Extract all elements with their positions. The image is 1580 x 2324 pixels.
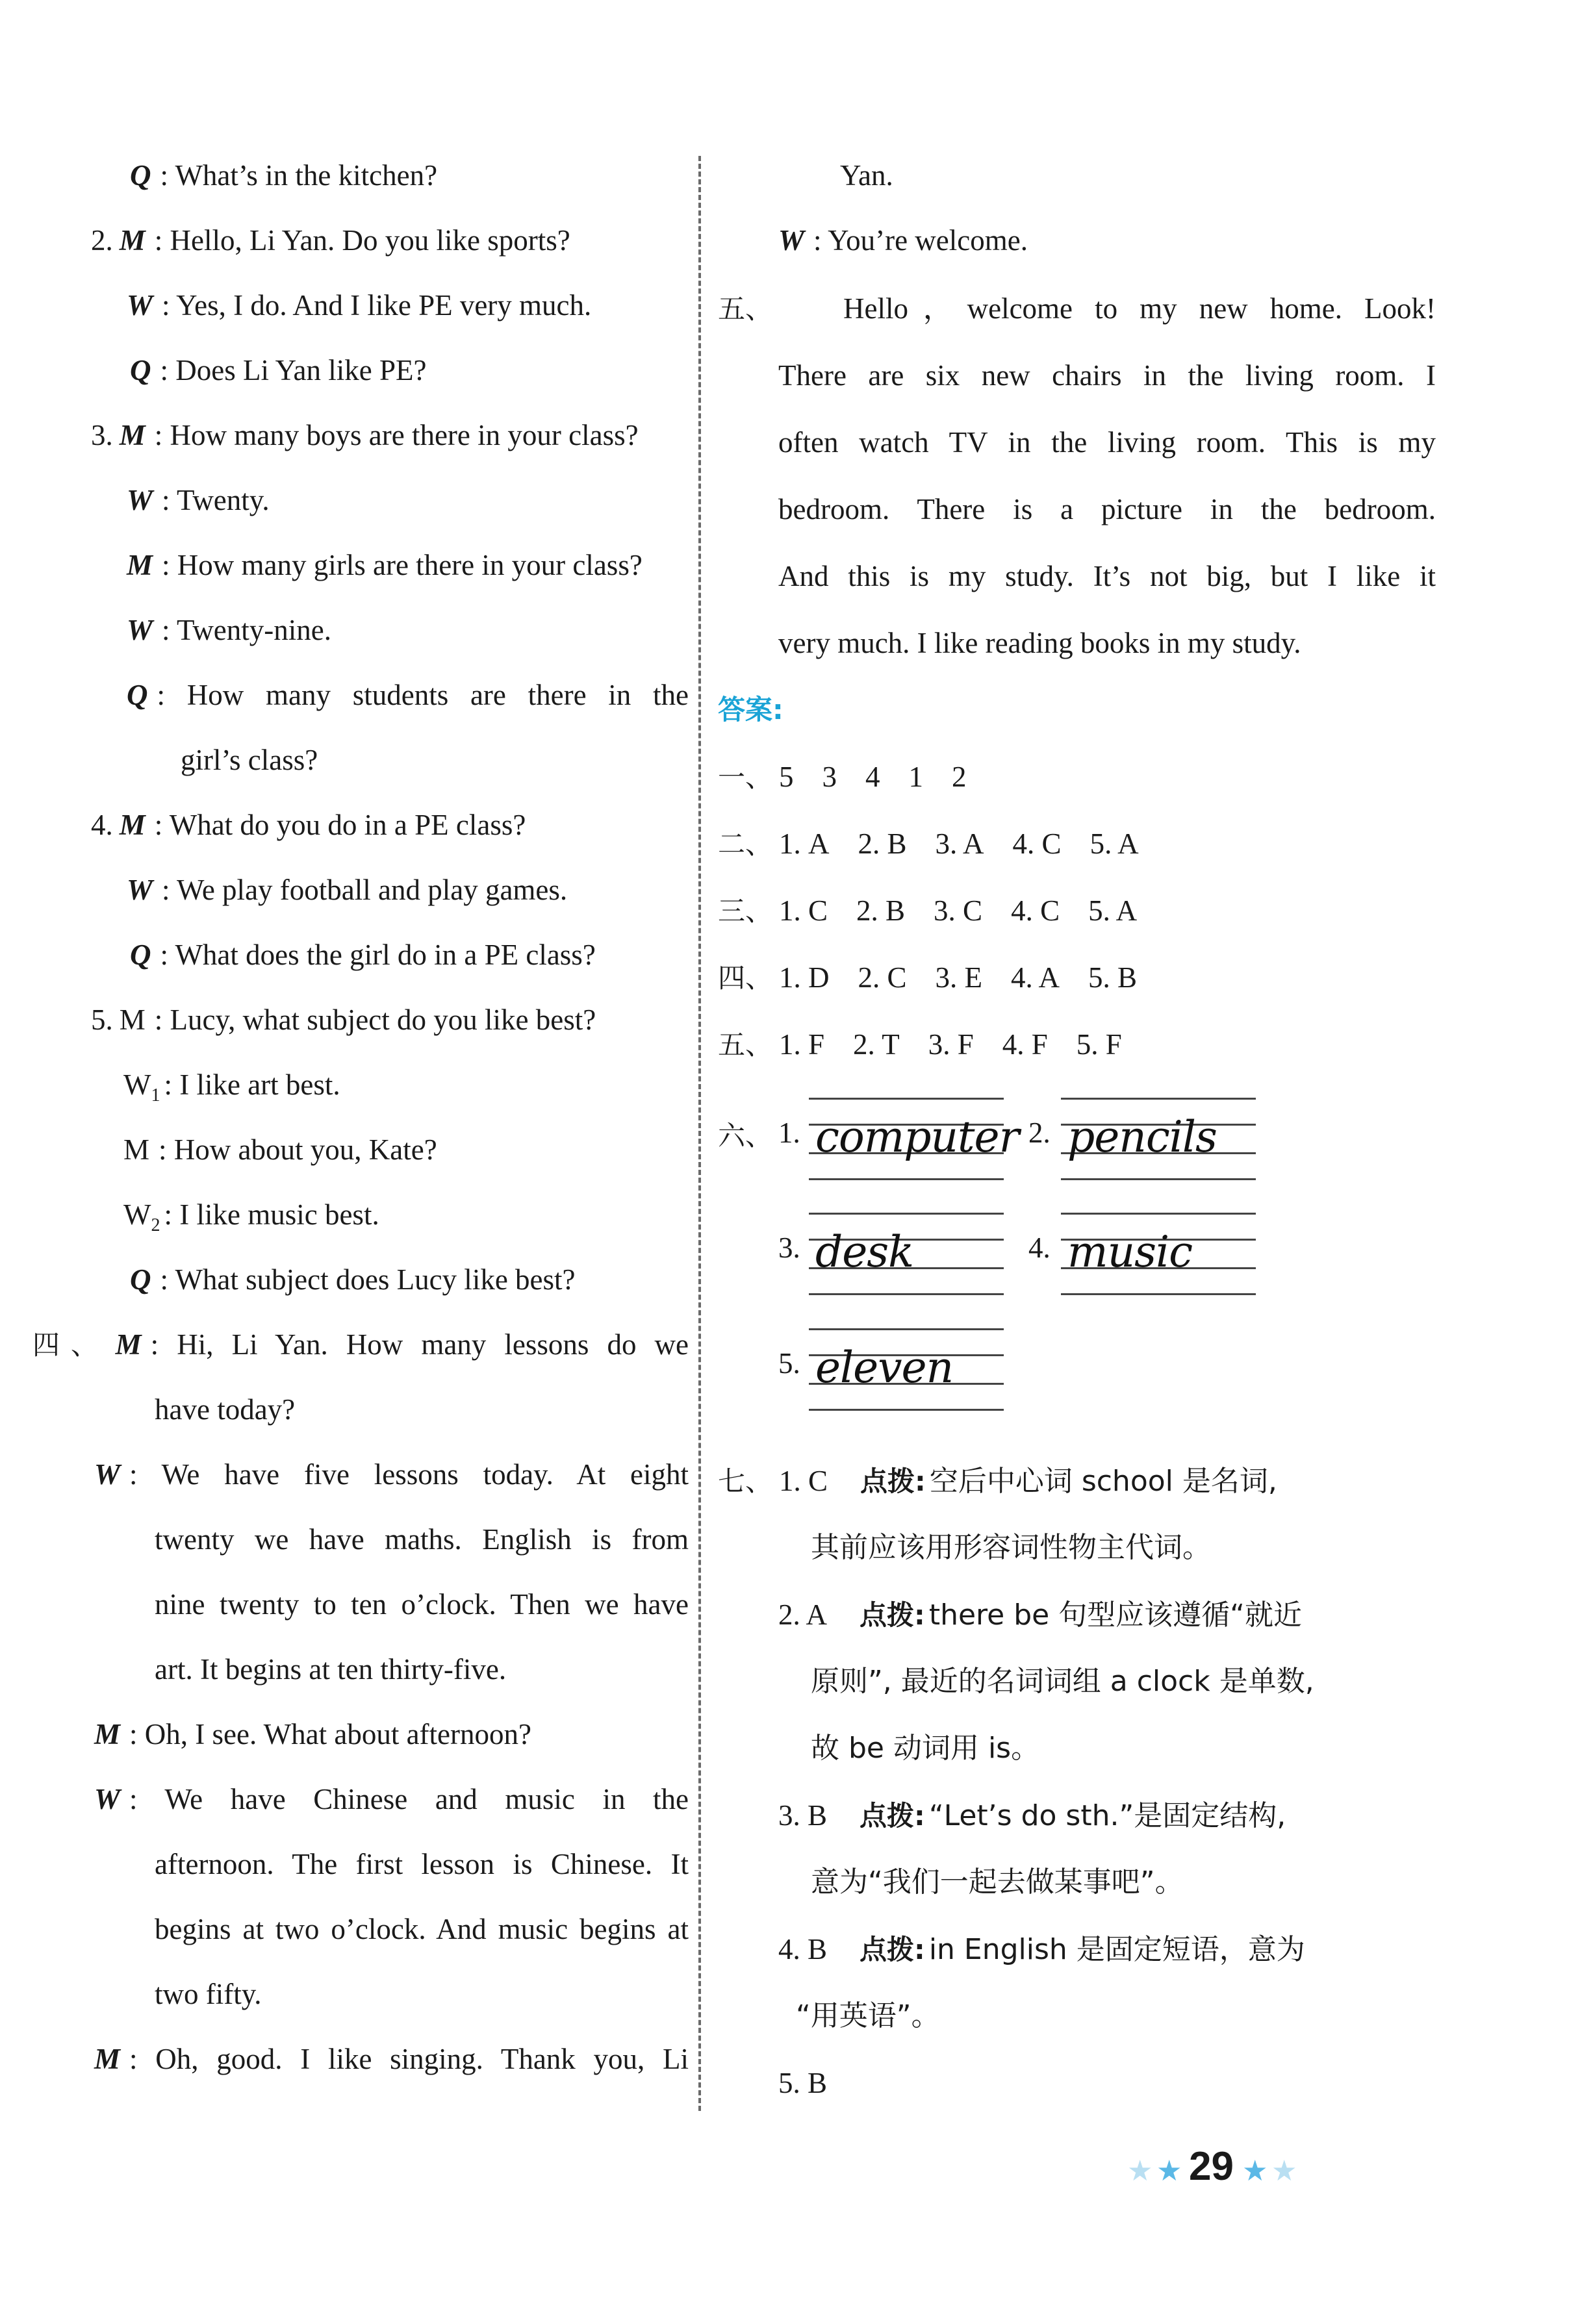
dialogue-5-line-3: M : How about you, Kate? [123, 1133, 437, 1166]
section-5-line-2: There are six new chairs in the living room. I [778, 359, 1436, 392]
answer-7-q1-l2: 其前应该用形容词性物主代词。 [811, 1531, 1211, 1564]
section-4-line-4-c2: begins at two o’clock. And music begins at [155, 1913, 689, 1945]
section-4-line-1: 四、 M : Hi, Li Yan. How many lessons do we [32, 1328, 689, 1361]
dialogue-2-line-3: Q : Does Li Yan like PE? [130, 354, 427, 386]
hw-3-number: 3. [778, 1231, 800, 1264]
star-icon: ★ [1271, 2154, 1297, 2188]
answer-7-q5: 5. B [778, 2067, 828, 2099]
hw-word-1: computer [815, 1112, 1019, 1162]
hw-grid-5 [809, 1328, 1004, 1417]
section-4-line-5: M : Oh, good. I like singing. Thank you, Li [94, 2043, 689, 2075]
answer-7-q1: 七、 1. C 点拨: 空后中心词 school 是名词, [718, 1465, 1277, 1498]
dialogue-last-line: W : You’re welcome. [778, 224, 1028, 257]
dialogue-5-line-2: $W_1$ : I like art best. [123, 1068, 340, 1105]
answer-row-4: 四、 1. D 2. C 3. E 4. A 5. B [718, 961, 1138, 994]
dialogue-2-line-1: 2. M : Hello, Li Yan. Do you like sports? [91, 224, 570, 257]
hw-4-number: 4. [1028, 1231, 1051, 1264]
section-4-line-2-c2: nine twenty to ten o’clock. Then we have [155, 1588, 689, 1621]
answer-row-1: 一、 5 3 4 1 2 [718, 761, 967, 793]
dialogue-3-line-2: W : Twenty. [127, 484, 270, 516]
answers-title: 答案: [718, 694, 784, 726]
hw-grid-2 [1061, 1098, 1256, 1186]
answer-7-q2: 2. A 点拨: there be 句型应该遵循“就近 [778, 1598, 1302, 1632]
hw-word-3: desk [815, 1227, 914, 1277]
dialogue-3-line-1: 3. M : How many boys are there in your class? [91, 419, 639, 451]
section-5-line-5: And this is my study. It’s not big, but I like it [778, 560, 1436, 592]
dialogue-3-line-5: Q : How many students are there in the [127, 679, 689, 711]
dialogue-5-line-4: $W_2$ : I like music best. [123, 1198, 379, 1235]
answer-7-q2-l3: 故 be 动词用 is。 [811, 1732, 1040, 1765]
hw-word-5: eleven [815, 1343, 954, 1393]
section-4-line-4-c1: afternoon. The first lesson is Chinese. It [155, 1848, 689, 1880]
star-icon: ★ [1127, 2154, 1153, 2188]
line-q1: Q : What’s in the kitchen? [130, 159, 438, 192]
answer-row-6-marker: 六、 [718, 1120, 773, 1152]
section-4-line-2-c1: twenty we have maths. English is from [155, 1523, 689, 1556]
answer-7-q4: 4. B 点拨: in English 是固定短语，意为 [778, 1933, 1305, 1966]
dialogue-5-line-5: Q : What subject does Lucy like best? [130, 1263, 576, 1296]
hw-grid-1 [809, 1098, 1019, 1186]
answer-row-3: 三、 1. C 2. B 3. C 4. C 5. A [718, 894, 1138, 927]
dialogue-4-line-2: W : We play football and play games. [127, 874, 568, 906]
star-icon: ★ [1242, 2154, 1268, 2188]
hw-1-number: 1. [778, 1117, 800, 1149]
answer-row-5: 五、 1. F 2. T 3. F 4. F 5. F [718, 1028, 1122, 1061]
dialogue-3-line-4: W : Twenty-nine. [127, 614, 331, 646]
page-number: 29 [1189, 2144, 1234, 2189]
section-5-line-3: often watch TV in the living room. This is my [778, 426, 1436, 459]
hw-grid-3 [809, 1213, 1004, 1301]
section-4-line-2: W : We have five lessons today. At eight [94, 1458, 689, 1491]
dialogue-3-line-3: M : How many girls are there in your class? [127, 549, 643, 581]
star-icon: ★ [1156, 2154, 1182, 2188]
answer-7-q2-l2: 原则”, 最近的名词词组 a clock 是单数, [811, 1665, 1314, 1698]
answer-7-q3: 3. B 点拨: “Let’s do sth.”是固定结构, [778, 1799, 1286, 1832]
column-divider [698, 156, 701, 2111]
dialogue-cont-yan: Yan. [840, 159, 893, 192]
section-5-line-1: Hello，welcome to my new home. Look! [843, 292, 1436, 325]
section-4-line-1-cont: have today? [155, 1393, 296, 1426]
hw-grid-4 [1061, 1213, 1256, 1301]
hw-2-number: 2. [1028, 1117, 1051, 1149]
answer-row-2: 二、 1. A 2. B 3. A 4. C 5. A [718, 827, 1139, 860]
hw-word-4: music [1067, 1227, 1193, 1277]
section-5-line-4: bedroom. There is a picture in the bedroom. [778, 493, 1436, 525]
dialogue-3-line-5-cont: girl’s class? [181, 744, 318, 776]
answer-7-q4-l2: “用英语”。 [796, 1999, 940, 2032]
section-4-line-4: W : We have Chinese and music in the [94, 1783, 689, 1815]
section-4-line-4-c3: two fifty. [155, 1978, 262, 2010]
dialogue-4-line-1: 4. M : What do you do in a PE class? [91, 809, 526, 841]
hw-word-2: pencils [1067, 1112, 1217, 1162]
answer-7-q3-l2: 意为“我们一起去做某事吧”。 [811, 1865, 1184, 1899]
section-5-line-6: very much. I like reading books in my study. [778, 627, 1301, 659]
section-4-line-3: M : Oh, I see. What about afternoon? [94, 1718, 531, 1750]
dialogue-4-line-3: Q : What does the girl do in a PE class? [130, 939, 596, 971]
hw-5-number: 5. [778, 1347, 800, 1380]
dialogue-5-line-1: 5. M : Lucy, what subject do you like best? [91, 1004, 596, 1036]
dialogue-2-line-2: W : Yes, I do. And I like PE very much. [127, 289, 592, 322]
section-5-marker: 五、 [718, 293, 773, 325]
section-4-line-2-c3: art. It begins at ten thirty-five. [155, 1653, 507, 1686]
